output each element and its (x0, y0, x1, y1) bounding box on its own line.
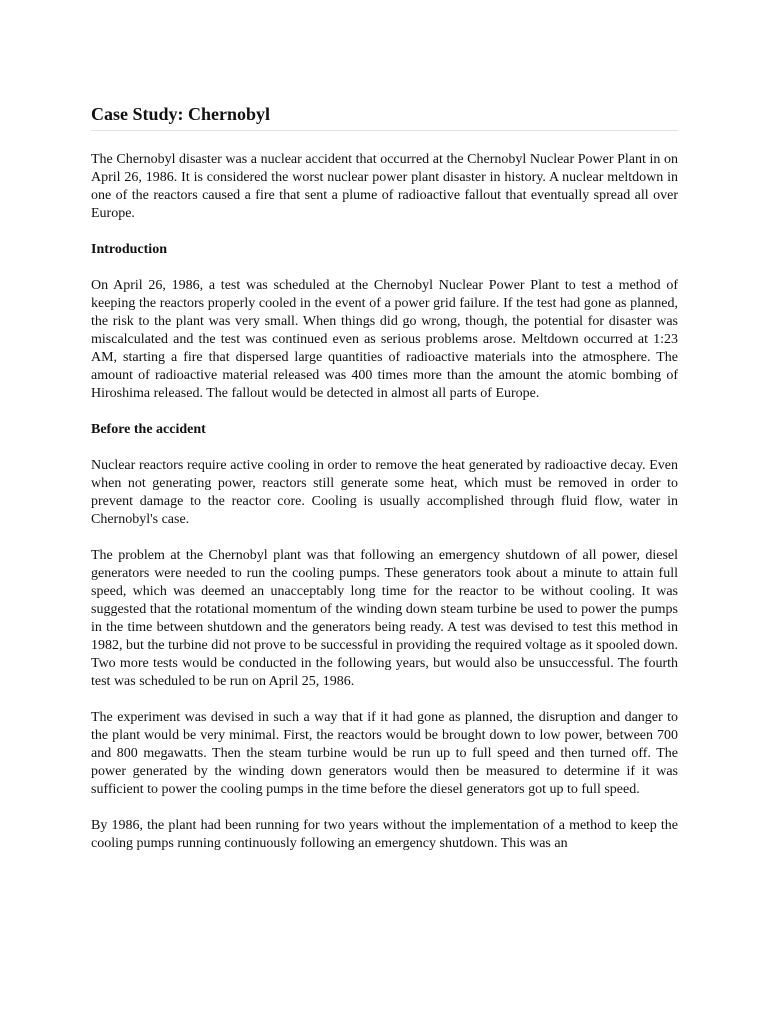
before-accident-paragraph-3: The experiment was devised in such a way that if it had gone as planned, the disruption and danger to the plant would be very minimal. First, the reactors would be brought down to low power, between 700 and 800 megawatts. Then the steam turbine would be run up to full speed and then turned off. The power generated by the winding down generators would then be measured to determine if it was sufficient to power the cooling pumps in the time before the diesel generators got up to full speed. (91, 710, 678, 797)
page-title: Case Study: Chernobyl (91, 104, 678, 131)
section-heading-introduction: Introduction (91, 242, 167, 257)
introduction-paragraph: On April 26, 1986, a test was scheduled at the Chernobyl Nuclear Power Plant to test a method of keeping the reactors properly cooled in the event of a power grid failure. If the test had gone as planned, the risk to the plant was very small. When things did go wrong, though, the potential for disaster was miscalculated and the test was continued even as serious problems arose. Meltdown occurred at 1:23 AM, starting a fire that dispersed large quantities of radioactive materials into the atmosphere. The amount of radioactive material released was 400 times more than the amount the atomic bombing of Hiroshima released. The fallout would be detected in almost all parts of Europe. (91, 278, 678, 401)
before-accident-paragraph-1: Nuclear reactors require active cooling in order to remove the heat generated by radioactive decay. Even when not generating power, reactors still generate some heat, which must be removed in order to prevent damage to the reactor core. Cooling is usually accomplished through fluid flow, water in Chernobyl's case. (91, 458, 678, 527)
document-page (91, 104, 678, 853)
before-accident-paragraph-4: By 1986, the plant had been running for two years without the implementation of a method to keep the cooling pumps running continuously following an emergency shutdown. This was an (91, 818, 678, 851)
before-accident-paragraph-2: The problem at the Chernobyl plant was that following an emergency shutdown of all power, diesel generators were needed to run the cooling pumps. These generators took about a minute to attain full speed, which was deemed an unacceptably long time for the reactor to be without cooling. It was suggested that the rotational momentum of the winding down steam turbine be used to power the pumps in the time between shutdown and the generators being ready. A test was devised to test this method in 1982, but the turbine did not prove to be successful in providing the required voltage as it spooled down. Two more tests would be conducted in the following years, but would also be unsuccessful. The fourth test was scheduled to be run on April 25, 1986. (91, 548, 678, 689)
section-heading-before-the-accident: Before the accident (91, 422, 206, 437)
intro-paragraph: The Chernobyl disaster was a nuclear accident that occurred at the Chernobyl Nuclear Power Plant in on April 26, 1986. It is considered the worst nuclear power plant disaster in history. A nuclear meltdown in one of the reactors caused a fire that sent a plume of radioactive fallout that eventually spread all over Europe. (91, 152, 678, 221)
